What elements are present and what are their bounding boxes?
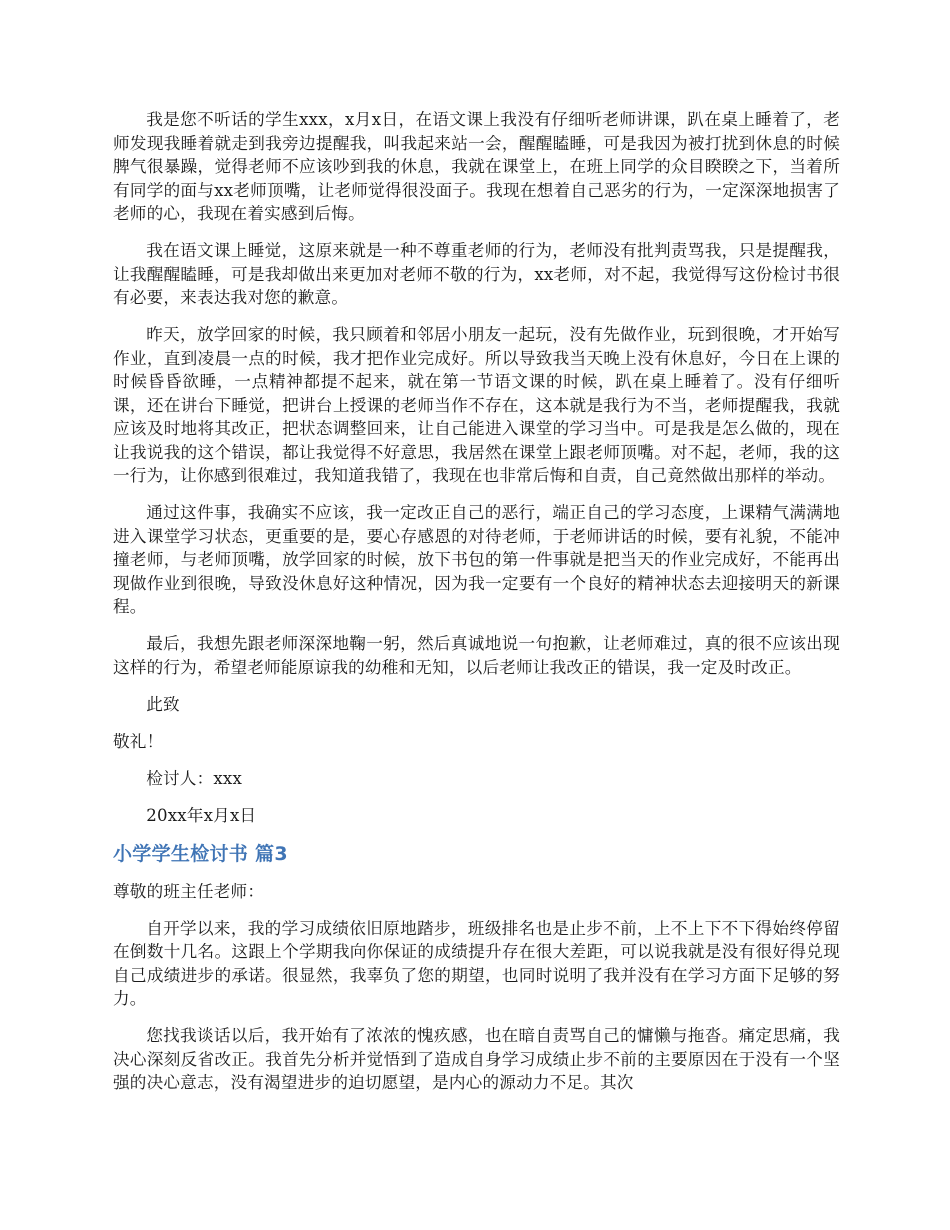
salutation: 尊敬的班主任老师：: [113, 881, 265, 901]
paragraph: 我在语文课上睡觉，这原来就是一种不尊重老师的行为，老师没有批判责骂我，只是提醒我，让我醒醒瞌睡，可是我却做出来更加对老师不敬的行为，xx老师，对不起，我觉得写这份检讨书很有必要，来表达我对您的歉意。: [113, 241, 840, 307]
paragraph: 昨天，放学回家的时候，我只顾着和邻居小朋友一起玩，没有先做作业，玩到很晚，才开始写作业，直到凌晨一点的时候，我才把作业完成好。所以导致我当天晚上没有休息好，今日在上课的时候昏昏欲睡，一点精神都提不起来，就在第一节语文课的时候，趴在桌上睡着了。没有仔细听课，还在讲台下睡觉，把讲台上授课的老师当作不存在，这本就是我行为不当，老师提醒我，我就应该及时地将其改正，把状态调整回来，让自己能进入课堂的学习当中。可是我是怎么做的，现在让我说我的这个错误，都让我觉得不好意思，我居然在课堂上跟老师顶嘴。对不起，老师，我的这一行为，让你感到很难过，我知道我错了，我现在也非常后悔和自责，自己竟然做出那样的举动。: [113, 325, 840, 485]
closing-salute: 敬礼！: [113, 731, 164, 751]
paragraph: 您找我谈话以后，我开始有了浓浓的愧疚感，也在暗自责骂自己的慵懒与拖沓。痛定思痛，我决心深刻反省改正。我首先分析并觉悟到了造成自身学习成绩止步不前的主要原因在于没有一个坚强的决心意志，没有渴望进步的迫切愿望，是内心的源动力不足。其次: [113, 1026, 840, 1092]
closing-line: 此致: [146, 694, 180, 714]
paragraph: 我是您不听话的学生xxx，x月x日，在语文课上我没有仔细听老师讲课，趴在桌上睡着了，老师发现我睡着就走到我旁边提醒我，叫我起来站一会，醒醒瞌睡，可是我因为被打扰到休息的时候脾气很暴躁，觉得老师不应该吵到我的休息，我就在课堂上，在班上同学的众目睽睽之下，当着所有同学的面与xx老师顶嘴，让老师觉得很没面子。我现在想着自己恶劣的行为，一定深深地损害了老师的心，我现在着实感到后悔。: [113, 110, 840, 223]
paragraph: 最后，我想先跟老师深深地鞠一躬，然后真诚地说一句抱歉，让老师难过，真的很不应该出现这样的行为，希望老师能原谅我的幼稚和无知，以后老师让我改正的错误，我一定及时改正。: [113, 634, 840, 677]
paragraph: 通过这件事，我确实不应该，我一定改正自己的恶行，端正自己的学习态度，上课精气满满地进入课堂学习状态，更重要的是，要心存感恩的对待老师，于老师讲话的时候，要有礼貌，不能冲撞老师，与老师顶嘴，放学回家的时候，放下书包的第一件事就是把当天的作业完成好，不能再出现做作业到很晚，导致没休息好这种情况，因为我一定要有一个良好的精神状态去迎接明天的新课程。: [113, 503, 840, 616]
date-line: 20xx年x月x日: [146, 805, 257, 825]
section-heading: 小学学生检讨书 篇3: [113, 842, 288, 865]
signer-line: 检讨人：xxx: [146, 768, 243, 788]
document-body: [113, 108, 840, 1108]
paragraph: 自开学以来，我的学习成绩依旧原地踏步，班级排名也是止步不前，上不上下不下得始终停留在倒数十几名。这跟上个学期我向你保证的成绩提升存在很大差距，可以说我就是没有很好得兑现自己成绩进步的承诺。很显然，我辜负了您的期望，也同时说明了我并没有在学习方面下足够的努力。: [113, 918, 840, 1008]
